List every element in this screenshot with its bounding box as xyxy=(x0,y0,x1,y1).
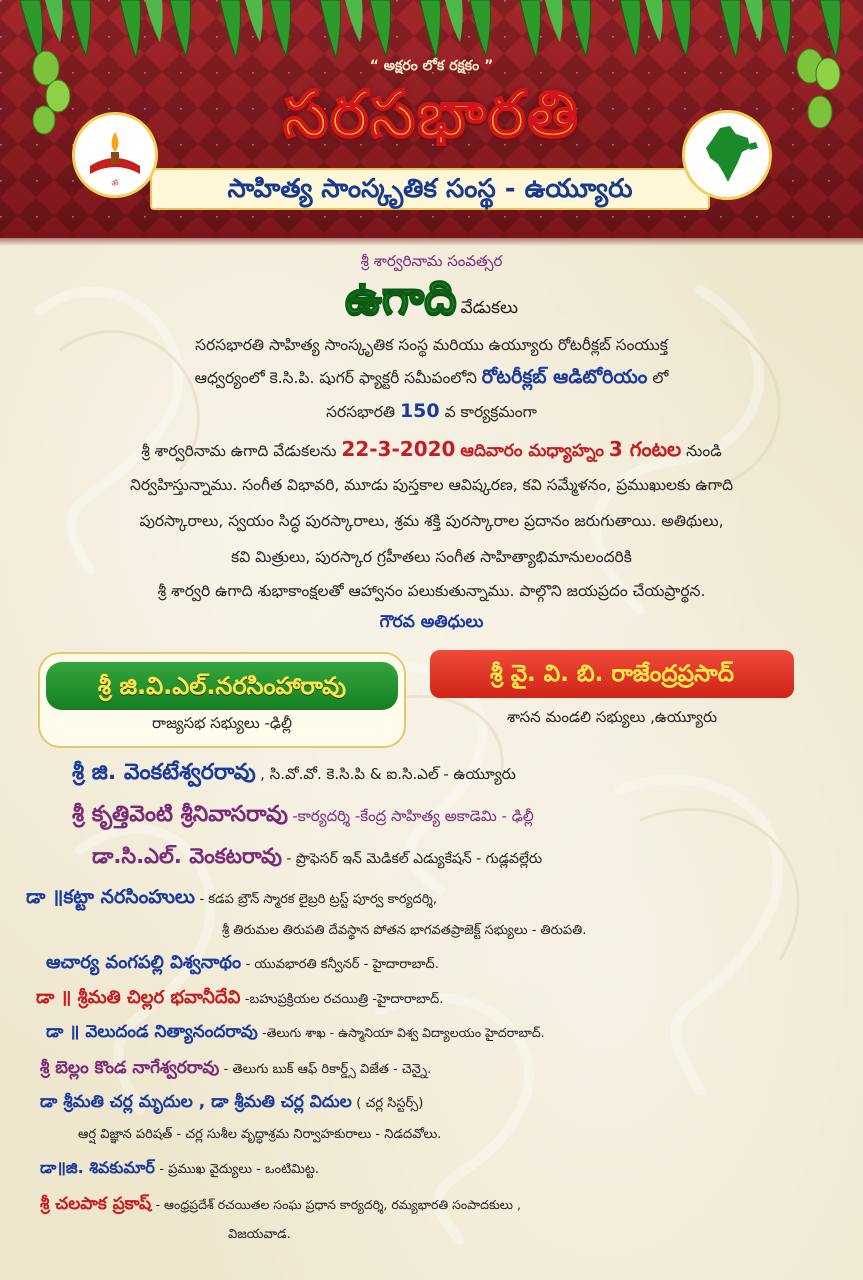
intro-line-6: పురస్కారాలు, స్వయం సిద్ధ పురస్కారాలు, శ్రమ శక్తి పురస్కారాల ప్రదానం జరుగుతాయి. అతిథులు, xyxy=(139,512,724,530)
intro-text-4b: నుండి xyxy=(686,442,722,460)
festival-suffix: వేడుకలు xyxy=(460,298,518,318)
intro-text-2b: లో xyxy=(652,369,669,387)
guest-name: ఆచార్య వంగపల్లి విశ్వనాథం xyxy=(46,952,242,973)
event-time: 3 గంటల xyxy=(608,437,682,461)
guest-name: డా ॥కట్టా నరసింహులు xyxy=(26,886,195,908)
guest-name: శ్రీ బెల్లం కొండ నాగేశ్వరరావు xyxy=(40,1058,220,1078)
guest-row xyxy=(40,1092,423,1116)
intro-text-2a: ఆధ్వర్యంలో కె.సి.పి. షుగర్ ఫ్యాక్టరీ సమీపంలోని xyxy=(194,369,477,387)
chief-guest-card-2 xyxy=(430,650,794,746)
guests-heading: గౌరవ అతిధులు xyxy=(379,612,484,632)
guest-description: ( చర్ల సిస్టర్స్) xyxy=(356,1096,424,1111)
event-day: ఆదివారం మధ్యాహ్నం xyxy=(460,441,604,461)
program-number: 150 xyxy=(399,400,440,422)
intro-line-3 xyxy=(30,396,833,428)
guest-description: - ప్రొఫెసర్ ఇన్ మెడికల్ ఎడ్యుకేషన్ - గుడ్లవల్లేరు xyxy=(286,851,543,867)
organization-title: సరసభారతి xyxy=(283,78,580,152)
guest-row xyxy=(72,802,534,832)
guest-row xyxy=(40,1158,319,1181)
guest-row xyxy=(40,1058,431,1082)
guest-description: - తెలుగు బుక్ ఆఫ్ రికార్డ్స్ విజేత - చెన్నై. xyxy=(223,1062,432,1077)
organization-subtitle: సాహిత్య సాంస్కృతిక సంస్థ - ఉయ్యూరు xyxy=(150,168,710,210)
guest-description: విజయవాడ. xyxy=(228,1227,291,1242)
guest-description: - ప్రముఖ వైద్యులు - ఒంటిమిట్ట. xyxy=(159,1162,320,1177)
guest-row xyxy=(228,1226,291,1245)
year-line: శ్రీ శార్వరినామ సంవత్సర xyxy=(360,252,503,270)
guest-row xyxy=(92,844,542,874)
guest-row xyxy=(36,987,443,1012)
intro-line-1 xyxy=(30,330,833,361)
intro-text-4a: శ్రీ శార్వరినామ ఉగాది వేడుకలను xyxy=(141,442,337,460)
event-date: 22-3-2020 xyxy=(341,437,456,461)
guest-description: , సి.వో.వో. కె.సి.పి & ఐ.సి.ఎల్ - ఉయ్యూరు xyxy=(260,765,516,783)
guest-description: - ఆంధ్రప్రదేశ్ రచయితల సంఘ ప్రధాన కార్యదర్శి, రమ్యభారతి సంపాదకులు , xyxy=(155,1197,521,1212)
guest-name: డా॥జి. శివకుమార్ xyxy=(40,1158,155,1177)
chief-guest-title-1: రాజ్యసభ సభ్యులు -ఢిల్లీ xyxy=(152,714,292,732)
intro-line-7: కవి మిత్రులు, పురస్కార గ్రహీతలు సంగీత సాహిత్యాభిమానులందరికి xyxy=(231,548,632,566)
guest-row xyxy=(222,922,586,941)
festival-name: ఉగాది xyxy=(345,270,457,324)
guest-row xyxy=(40,1194,521,1218)
chief-guest-title-2: శాసన మండలి సభ్యులు ,ఉయ్యూరు xyxy=(506,708,718,726)
guest-name: డా ॥ శ్రీమతి చిల్లర భవానీదేవి xyxy=(36,987,241,1008)
intro-line-8: శ్రీ శార్వరి ఉగాది శుభాకాంక్షలతో ఆహ్వానం పలుకుతున్నాము. పాల్గొని జయప్రదం చేయప్రార్థన. xyxy=(157,582,706,600)
guest-name: శ్రీ జి. వెంకటేశ్వరరావు xyxy=(72,760,256,785)
guest-description: -తెలుగు శాఖ - ఉస్మానియా విశ్వ విద్యాలయం హైదరాబాద్. xyxy=(262,1025,545,1040)
header-shadow xyxy=(0,232,863,246)
guest-name: డా.సి.ఎల్. వెంకటరావు xyxy=(92,844,282,868)
guest-name: శ్రీ చలపాక ప్రకాష్ xyxy=(40,1194,152,1214)
intro-text-3b: వ కార్యక్రమంగా xyxy=(444,403,537,421)
motto: “ అక్షరం లోక రక్షకం ” xyxy=(369,58,494,74)
venue-name: రోటరీక్లబ్ ఆడిటోరియం xyxy=(481,366,648,388)
lamp-book-logo-icon xyxy=(72,112,158,198)
chief-guest-name-2: శ్రీ వై. వి. బి. రాజేంద్రప్రసాద్ xyxy=(430,650,794,698)
intro-text-3a: సరసభారతి xyxy=(326,403,396,421)
guest-name: డా ॥ వెలుదండ నిత్యానందరావు xyxy=(46,1022,258,1042)
guest-row xyxy=(46,952,439,977)
svg-text:ॐ: ॐ xyxy=(111,179,119,188)
intro-text-1: సరసభారతి సాహిత్య సాంస్కృతిక సంస్థ మరియు ఉయ్యూరు రోటరీక్లబ్ సంయుక్త xyxy=(195,336,668,354)
guest-description: -కార్యదర్శి -కేంద్ర సాహిత్య అకాడెమి - ఢిల్లీ xyxy=(292,807,534,825)
intro-line-4 xyxy=(30,434,833,467)
festival-heading xyxy=(0,270,863,336)
guest-description: - కడప బ్రౌన్ స్మారక లైబ్రరి ట్రస్ట్ పూర్వ కార్యదర్శి, xyxy=(199,892,438,907)
guest-row xyxy=(78,1126,441,1145)
guest-description: శ్రీ తిరుమల తిరుపతి దేవస్థాన పోతన భాగవతప్రాజెక్ట్ సభ్యులు - తిరుపతి. xyxy=(222,923,587,938)
guest-row xyxy=(46,1022,545,1046)
guest-row xyxy=(26,886,437,913)
chief-guest-name-1: శ్రీ జి.వి.ఎల్.నరసింహారావు xyxy=(46,662,398,710)
guest-name: డా శ్రీమతి చర్ల మృదుల , డా శ్రీమతి చర్ల విదుల xyxy=(40,1092,352,1112)
intro-line-5: నిర్వహిస్తున్నాము. సంగీత విభావరి, మూడు పుస్తకాల ఆవిష్కరణ, కవి సమ్మేళనం, ప్రముఖులకు ఉగాది xyxy=(129,476,734,494)
guest-name: శ్రీ కృత్తివెంటి శ్రీనివాసరావు xyxy=(72,802,288,827)
chief-guest-card-1 xyxy=(38,652,406,748)
intro-line-2 xyxy=(30,362,833,394)
india-map-icon xyxy=(682,110,772,200)
guest-row xyxy=(72,760,516,790)
guest-description: -బహుప్రక్రియల రచయిత్రి -హైదారాబాద్. xyxy=(244,992,444,1007)
guest-description: ఆర్ష విజ్ఞాన పరిషత్ - చర్ల సుశీల వృద్ధాశ్రమ నిర్వాహకురాలు - నిడదవోలు. xyxy=(78,1127,442,1142)
guest-description: - యువభారతి కన్వీనర్ - హైదారాబాద్. xyxy=(245,957,439,972)
